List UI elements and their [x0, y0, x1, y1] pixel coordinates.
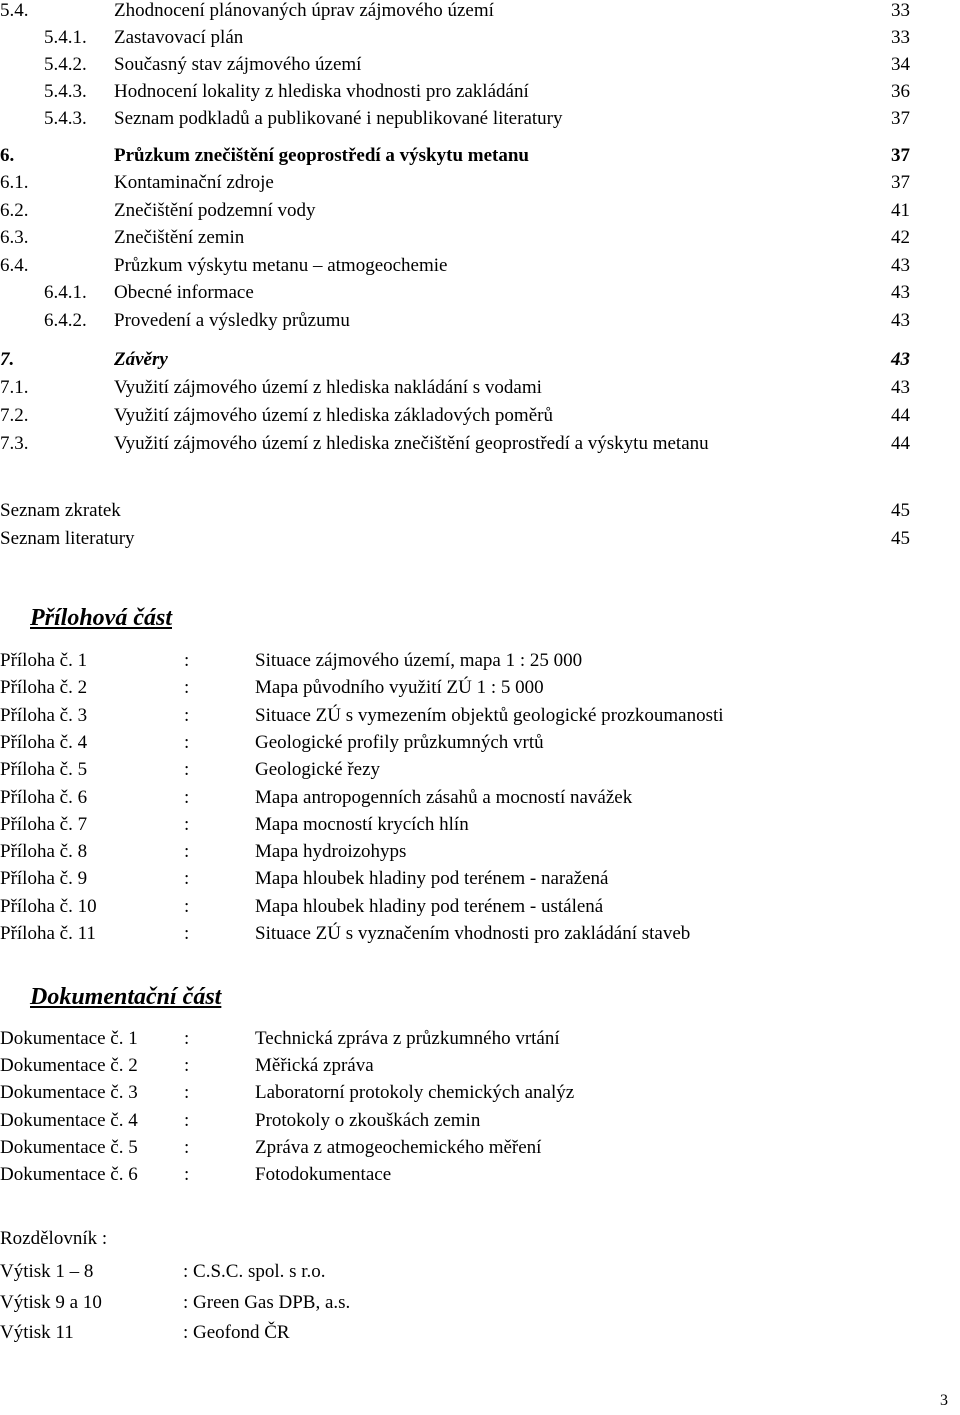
- attachment-entry-label: Příloha č. 8: [0, 841, 88, 863]
- attachment-entry-description: Mapa původního využití ZÚ 1 : 5 000: [255, 677, 544, 699]
- documentation-entry-description: Protokoly o zkouškách zemin: [255, 1109, 481, 1131]
- toc-entry: [0, 405, 910, 431]
- toc-entry-title: Znečištění podzemní vody: [114, 200, 316, 221]
- extra-entry: [0, 500, 910, 526]
- attachment-entry: [0, 705, 910, 731]
- documentation-entry: [0, 1110, 910, 1136]
- toc-entry-page: 42: [891, 227, 910, 248]
- attachment-entry-label: Příloha č. 5: [0, 759, 88, 781]
- toc-entry: [0, 310, 910, 336]
- attachment-entry-label: Příloha č. 7: [0, 813, 88, 835]
- toc-entry-number: 6.4.: [0, 255, 29, 276]
- toc-entry-title: Současný stav zájmového území: [114, 54, 362, 75]
- toc-entry: [0, 0, 910, 26]
- attachment-entry: [0, 787, 910, 813]
- toc-entry-number: 7.3.: [0, 433, 29, 454]
- documentation-entry-description: Fotodokumentace: [255, 1164, 392, 1185]
- distribution-entry-label: Výtisk 9 a 10: [0, 1292, 102, 1313]
- documentation-entry-description: Měřická zpráva: [255, 1055, 374, 1077]
- attachment-entry-colon: :: [184, 895, 190, 917]
- toc-entry: [0, 54, 910, 80]
- toc-entry: [0, 81, 910, 107]
- toc-entry-number: 7.2.: [0, 405, 29, 426]
- toc-entry: [0, 377, 910, 403]
- toc-entry-title: Obecné informace: [114, 282, 254, 303]
- toc-entry-page: 44: [891, 433, 910, 454]
- toc-entry-title: Průzkum výskytu metanu – atmogeochemie: [114, 255, 448, 276]
- toc-entry-page: 37: [891, 145, 910, 166]
- attachment-entry-colon: :: [184, 704, 190, 726]
- toc-entry-number: 6.4.2.: [44, 310, 87, 331]
- attachment-entry-colon: :: [184, 650, 190, 671]
- attachment-entry: [0, 650, 910, 676]
- documentation-entry-colon: :: [184, 1164, 190, 1185]
- toc-entry-number: 6.1.: [0, 172, 29, 193]
- distribution-entry-label: Výtisk 1 – 8: [0, 1261, 94, 1282]
- toc-entry-title: Kontaminační zdroje: [114, 172, 274, 193]
- toc-entry-page: 41: [891, 200, 910, 221]
- toc-entry: [0, 145, 910, 171]
- distribution-entry: [0, 1261, 600, 1287]
- toc-entry-number: 5.4.: [0, 0, 29, 21]
- toc-entry-title: Využití zájmového území z hlediska nakládání s vodami: [114, 377, 542, 398]
- page-number: 3: [940, 1392, 948, 1409]
- attachment-entry: [0, 759, 910, 785]
- toc-entry-title: Zastavovací plán: [114, 27, 244, 48]
- toc-entry: [0, 282, 910, 308]
- attachment-entry-colon: :: [184, 813, 190, 835]
- toc-entry-number: 5.4.2.: [44, 54, 87, 75]
- toc-entry-page: 36: [891, 81, 910, 102]
- documentation-entry-colon: :: [184, 1028, 190, 1049]
- documentation-entry: [0, 1137, 910, 1163]
- toc-entry-number: 6.2.: [0, 200, 29, 221]
- attachment-entry-description: Mapa mocností krycích hlín: [255, 813, 469, 835]
- toc-entry: [0, 227, 910, 253]
- toc-entry-number: 6.4.1.: [44, 282, 87, 303]
- attachment-entry-description: Mapa antropogenních zásahů a mocností navážek: [255, 786, 633, 808]
- toc-entry-title: Využití zájmového území z hlediska znečištění geoprostředí a výskytu metanu: [114, 433, 709, 454]
- toc-entry-page: 43: [891, 255, 910, 276]
- toc-entry: [0, 172, 910, 198]
- toc-entry-number: 5.4.3.: [44, 81, 87, 102]
- documentation-entry-colon: :: [184, 1136, 190, 1158]
- attachment-entry-label: Příloha č. 2: [0, 677, 88, 699]
- toc-entry-page: 33: [891, 27, 910, 48]
- toc-entry: [0, 200, 910, 226]
- extra-entry-page: 45: [891, 500, 910, 521]
- attachment-entry-description: Geologické řezy: [255, 759, 381, 781]
- toc-entry-page: 43: [891, 349, 910, 370]
- toc-entry-title: Znečištění zemin: [114, 227, 245, 248]
- dokumentace-heading: Dokumentační část: [30, 984, 222, 1010]
- attachment-entry: [0, 896, 910, 922]
- toc-entry-page: 33: [891, 0, 910, 21]
- attachment-entry-description: Mapa hydroizohyps: [255, 841, 407, 863]
- toc-entry-title: Průzkum znečištění geoprostředí a výskytu metanu: [114, 145, 529, 166]
- distribution-entry-value: : Green Gas DPB, a.s.: [183, 1292, 351, 1313]
- toc-entry-title: Závěry: [114, 349, 168, 370]
- extra-entry-title: Seznam literatury: [0, 528, 135, 549]
- toc-entry-title: Hodnocení lokality z hlediska vhodnosti pro zakládání: [114, 81, 529, 102]
- documentation-entry: [0, 1028, 910, 1054]
- toc-entry-number: 6.: [0, 145, 15, 166]
- attachment-entry-label: Příloha č. 10: [0, 895, 97, 917]
- toc-entry-number: 5.4.1.: [44, 27, 87, 48]
- toc-entry: [0, 349, 910, 375]
- documentation-entry-description: Zpráva z atmogeochemického měření: [255, 1136, 542, 1158]
- attachment-entry-description: Mapa hloubek hladiny pod terénem - ustálená: [255, 895, 604, 917]
- toc-entry-title: Provedení a výsledky průzumu: [114, 310, 350, 331]
- documentation-entry-description: Laboratorní protokoly chemických analýz: [255, 1082, 575, 1104]
- documentation-entry: [0, 1082, 910, 1108]
- attachment-entry-colon: :: [184, 868, 190, 890]
- attachment-entry-colon: :: [184, 841, 190, 863]
- attachment-entry-label: Příloha č. 3: [0, 704, 88, 726]
- toc-entry-title: Seznam podkladů a publikované i nepublikované literatury: [114, 108, 563, 129]
- toc-entry: [0, 255, 910, 281]
- attachment-entry-description: Situace zájmového území, mapa 1 : 25 000: [255, 650, 583, 671]
- documentation-entry: [0, 1164, 910, 1190]
- attachment-entry-label: Příloha č. 6: [0, 786, 88, 808]
- extra-entry-page: 45: [891, 528, 910, 549]
- attachment-entry-colon: :: [184, 677, 190, 699]
- attachment-entry-label: Příloha č. 4: [0, 731, 88, 753]
- documentation-entry-label: Dokumentace č. 4: [0, 1109, 138, 1131]
- attachment-entry-label: Příloha č. 9: [0, 868, 88, 890]
- toc-entry: [0, 108, 910, 134]
- documentation-entry-description: Technická zpráva z průzkumného vrtání: [255, 1028, 560, 1049]
- toc-entry-page: 44: [891, 405, 910, 426]
- toc-entry-page: 43: [891, 310, 910, 331]
- attachment-entry: [0, 841, 910, 867]
- toc-entry: [0, 433, 910, 459]
- attachment-entry-colon: :: [184, 786, 190, 808]
- toc-entry-title: Využití zájmového území z hlediska základových poměrů: [114, 405, 553, 426]
- attachment-entry-description: Geologické profily průzkumných vrtů: [255, 731, 544, 753]
- documentation-entry-label: Dokumentace č. 6: [0, 1164, 138, 1185]
- documentation-entry-colon: :: [184, 1082, 190, 1104]
- distribution-entry: [0, 1322, 600, 1348]
- toc-entry-page: 37: [891, 172, 910, 193]
- documentation-entry: [0, 1055, 910, 1081]
- documentation-entry-colon: :: [184, 1055, 190, 1077]
- attachment-entry: [0, 868, 910, 894]
- attachment-entry: [0, 923, 910, 949]
- attachment-entry: [0, 732, 910, 758]
- attachment-entry-label: Příloha č. 11: [0, 923, 96, 944]
- extra-entry: [0, 528, 910, 554]
- attachment-entry: [0, 814, 910, 840]
- toc-entry-number: 5.4.3.: [44, 108, 87, 129]
- extra-entry-title: Seznam zkratek: [0, 500, 121, 521]
- distribution-entry: [0, 1292, 600, 1318]
- toc-entry-page: 43: [891, 282, 910, 303]
- toc-entry-title: Zhodnocení plánovaných úprav zájmového území: [114, 0, 494, 21]
- attachment-entry-colon: :: [184, 923, 190, 944]
- distribution-entry-value: : C.S.C. spol. s r.o.: [183, 1261, 326, 1282]
- distribution-entry-value: : Geofond ČR: [183, 1322, 290, 1343]
- attachment-entry-colon: :: [184, 759, 190, 781]
- documentation-entry-label: Dokumentace č. 5: [0, 1136, 138, 1158]
- documentation-entry-label: Dokumentace č. 2: [0, 1055, 138, 1077]
- attachment-entry-description: Mapa hloubek hladiny pod terénem - naražená: [255, 868, 609, 890]
- attachment-entry-description: Situace ZÚ s vymezením objektů geologické prozkoumanosti: [255, 704, 724, 726]
- distribution-label: Rozdělovník :: [0, 1228, 108, 1249]
- attachment-entry-description: Situace ZÚ s vyznačením vhodnosti pro zakládání staveb: [255, 923, 691, 944]
- toc-entry-number: 7.1.: [0, 377, 29, 398]
- toc-entry: [0, 27, 910, 53]
- documentation-entry-label: Dokumentace č. 1: [0, 1028, 138, 1049]
- prilohy-heading: Přílohová část: [30, 605, 172, 631]
- toc-entry-page: 34: [891, 54, 910, 75]
- toc-entry-number: 6.3.: [0, 227, 29, 248]
- toc-entry-page: 43: [891, 377, 910, 398]
- documentation-entry-colon: :: [184, 1109, 190, 1131]
- attachment-entry-colon: :: [184, 731, 190, 753]
- documentation-entry-label: Dokumentace č. 3: [0, 1082, 138, 1104]
- toc-entry-page: 37: [891, 108, 910, 129]
- attachment-entry: [0, 677, 910, 703]
- distribution-entry-label: Výtisk 11: [0, 1322, 74, 1343]
- toc-entry-number: 7.: [0, 349, 15, 370]
- attachment-entry-label: Příloha č. 1: [0, 650, 88, 671]
